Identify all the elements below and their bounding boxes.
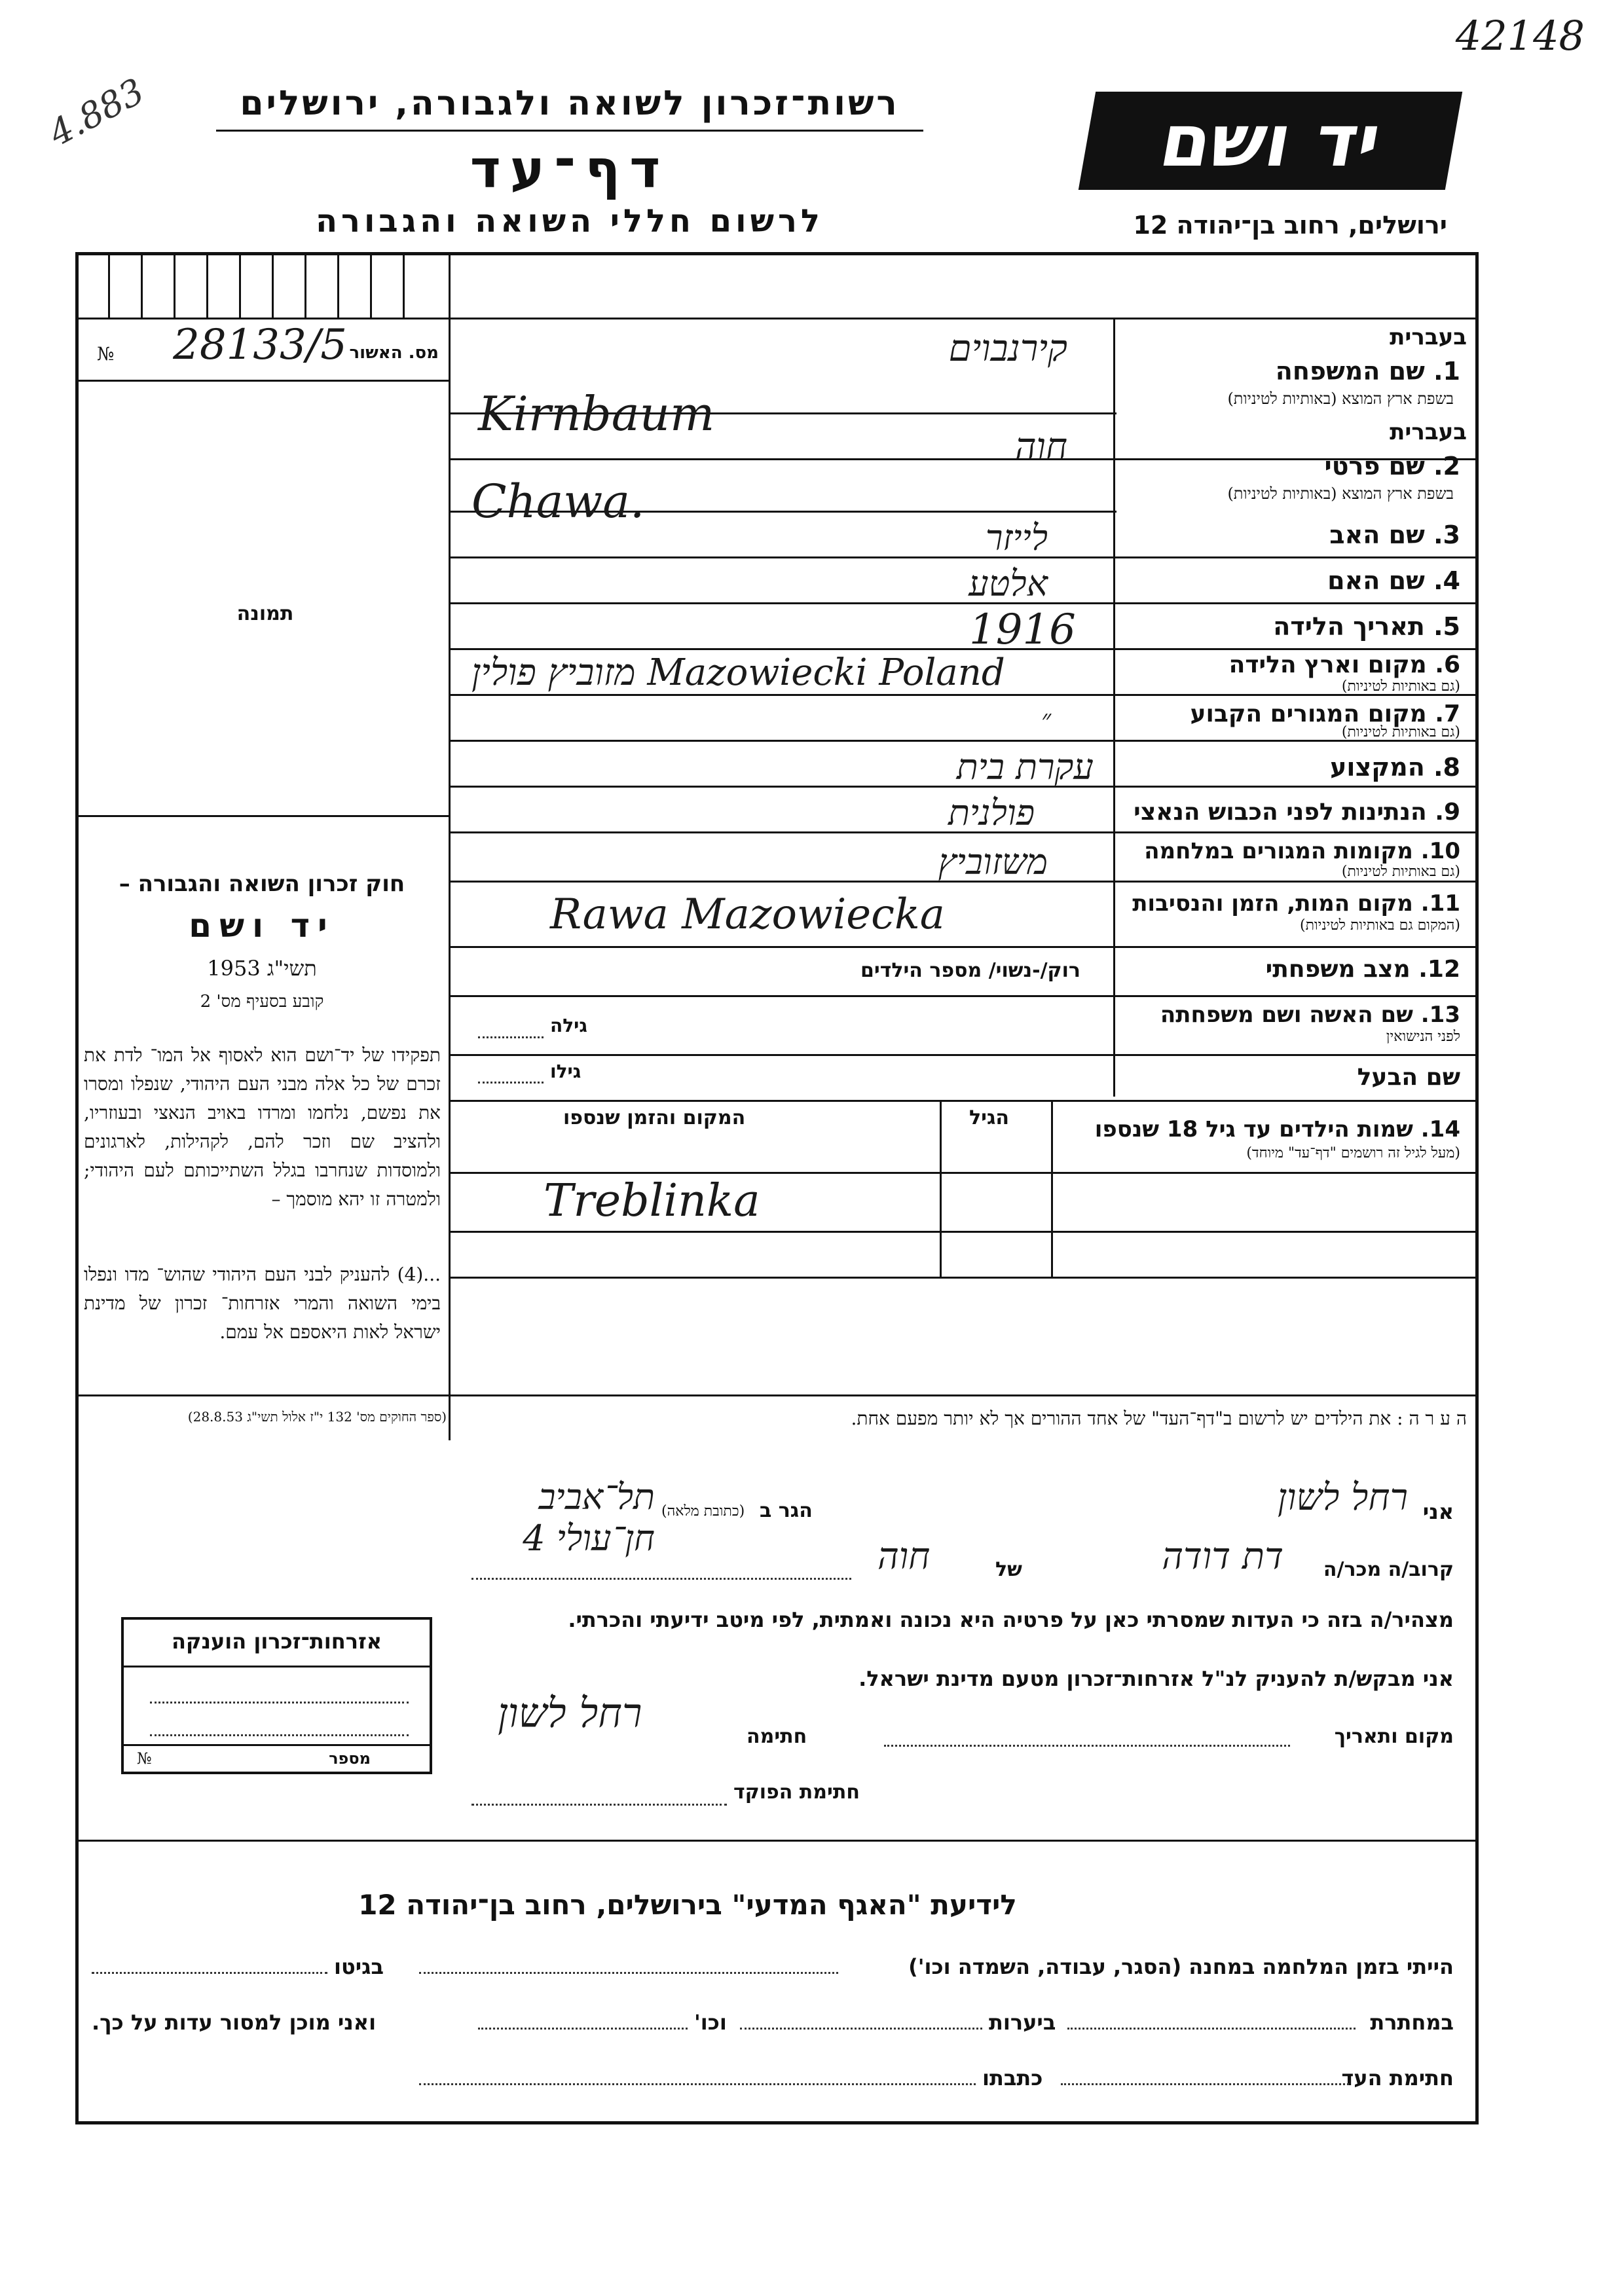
photo-label: תמונה <box>236 602 294 625</box>
field-4-num: 4. <box>1433 566 1460 595</box>
first-name-latin: Chawa. <box>471 475 645 528</box>
law-text-1: תפקידו של יד־ושם הוא לאסוף אל המו־ לדת את זכרם של כל אלה מבני העם היהודי, שנפלו ומסרו את נפשם, נלחמו ומרדו באויב הנאצי ובעוזריו, ולהציב שם וזכר להם, לקהילות, לארגונים ולמוסדות שנחרבו בגלל השתייכותם לעם היהודי; ולמטרה זו יהא מוסמך – <box>84 1044 441 1210</box>
field-1-sub: בשפת ארץ המוצא (באותיות לטיניות) <box>1227 390 1454 408</box>
profession: עקרת בית <box>956 746 1094 788</box>
citizenship-no-label: № <box>137 1749 152 1768</box>
field-4-label-text: שם האם <box>1327 566 1425 595</box>
field-2-label <box>1325 452 1461 481</box>
family-name-hebrew: קירנבוים <box>948 327 1067 370</box>
form-subtitle: לרשום חללי השואה והגבורה <box>316 203 824 240</box>
decl-request: אני מבקש/ת להעניק לנ"ל אזרחות־זכרון מטעם מדינת ישראל. <box>858 1666 1454 1691</box>
husband-label: שם הבעל <box>1357 1064 1460 1091</box>
decl-of-label: של <box>995 1558 1022 1581</box>
decl-resident-sub: (כתובת מלאה) <box>661 1503 745 1520</box>
field-6-label <box>1229 651 1460 678</box>
field-6-label-text: מקום וארץ הלידה <box>1228 651 1427 678</box>
law-text-2: ...(4) להעניק לבני העם היהודי שהוש־ מדו ונפלו בימי השואה והמרי אזרחות־ זכרון של מדינת ישראל לאות היאספם אל עמם. <box>84 1264 441 1343</box>
decl-resident-value: תל־אביב חן־עולי 4 <box>523 1476 655 1559</box>
children-note: ה ע ר ה : את הילדים יש לרשום ב"דף־העד" של אחד ההורים אך לא יותר מפעם אחת. <box>851 1408 1467 1429</box>
field-13-num: 13. <box>1420 1002 1460 1028</box>
field-3-num: 3. <box>1433 520 1460 549</box>
death-place: Rawa Mazowiecka <box>550 890 945 939</box>
law-reference: (ספר החוקים מס' 132 י"ז אלול תשי"ג 28.8.53) <box>187 1409 447 1425</box>
field-1-num: 1. <box>1433 357 1460 386</box>
children-sub: (מעל לגיל זה רושמים "דף־עד" מיוחד) <box>1246 1145 1460 1161</box>
law-year: תשי"ג 1953 <box>207 956 317 981</box>
husband-age-label: גילו <box>550 1061 581 1082</box>
field-1-label <box>1276 357 1460 386</box>
field-4-label <box>1327 566 1460 595</box>
decl-statement: מצהיר/ה בזה כי העדות שמסרתי כאן על פרטיה היא נכונה ואמתית, לפי מיטב ידיעתי והכרתי. <box>568 1607 1454 1632</box>
field-13-sub: לפני הנישואין <box>1386 1029 1460 1045</box>
children-place-entry: Treblinka <box>544 1175 760 1227</box>
field-5-label <box>1273 612 1460 641</box>
residence: ״ <box>1041 704 1052 735</box>
field-9-label-text: הנתינות לפני הכבוש הנאצי <box>1134 799 1427 826</box>
field-11-sub: (המקום גם באותיות לטיניות) <box>1300 917 1460 934</box>
form-title: דף־עד <box>470 139 670 200</box>
field-11-label <box>1132 890 1460 917</box>
children-num: 14. <box>1420 1116 1460 1142</box>
father-name: לייזר <box>985 517 1048 558</box>
decl-i-label: אני <box>1422 1499 1454 1524</box>
field-6-sub: (גם באותיות לטיניות) <box>1341 678 1460 695</box>
citizenship-title: אזרחות־זכרון הוענקה <box>171 1629 382 1654</box>
bottom-line1-b: בגיטו <box>334 1954 384 1979</box>
field-10-sub: (גם באותיות לטיניות) <box>1341 864 1460 880</box>
field-12-label <box>1266 956 1460 983</box>
header-address: ירושלים, רחוב בן־יהודה 12 <box>1133 211 1447 240</box>
field-8-num: 8. <box>1433 753 1460 782</box>
birth-place: מזוביץ פולין Mazowiecki Poland <box>471 651 1005 694</box>
field-6-num: 6. <box>1435 651 1460 678</box>
field-7-label-text: מקום המגורים הקבוע <box>1190 701 1427 727</box>
law-name: יד ושם <box>189 907 335 945</box>
wartime-residence: משזוביץ <box>938 841 1048 883</box>
field-2-num: 2. <box>1433 452 1460 481</box>
approval-label: מס. האשור <box>349 343 439 363</box>
children-age-header: הגיל <box>969 1106 1009 1129</box>
field-11-num: 11. <box>1420 890 1460 917</box>
law-clause: קובע בסעיף מס' 2 <box>200 992 324 1011</box>
field-9-label <box>1134 799 1460 826</box>
field-9-num: 9. <box>1435 799 1460 826</box>
field-10-num: 10. <box>1420 838 1460 864</box>
field-2-heb-tag: בעברית <box>1390 419 1467 445</box>
wife-age-label: גילה <box>550 1015 587 1036</box>
field-8-label-text: המקצוע <box>1330 753 1425 782</box>
decl-relative-label: קרוב/ה מכר/ה <box>1323 1558 1454 1581</box>
bottom-line2-a: במחתרת <box>1370 2010 1454 2035</box>
field-1-heb-tag: בעברית <box>1390 324 1467 350</box>
mother-name: אלטע <box>969 563 1048 604</box>
field-2-sub: בשפת ארץ המוצא (באותיות לטיניות) <box>1227 484 1454 503</box>
logo-text: יד ושם <box>1154 99 1387 183</box>
field-12-num: 12. <box>1418 956 1460 983</box>
authority-line: רשות־זכרון לשואה ולגבורה, ירושלים <box>240 84 900 123</box>
decl-officer-label: חתימת הפוקד <box>733 1781 860 1804</box>
children-label-text: שמות הילדים עד גיל 18 שנספו <box>1094 1116 1413 1142</box>
bottom-line2-b: ביערות <box>989 2010 1056 2035</box>
decl-resident-label: הגר ב <box>760 1499 813 1522</box>
family-name-latin: Kirnbaum <box>478 386 715 441</box>
field-5-label-text: תאריך הלידה <box>1273 612 1425 641</box>
field-12-label-text: מצב משפחתי <box>1265 956 1411 983</box>
citizenship: פולנית <box>948 792 1035 833</box>
field-2-label-text: שם פרטי <box>1324 452 1425 481</box>
bottom-line2-d: ואני מוכן למסור עדות על כך. <box>92 2010 377 2035</box>
decl-i-value: רחל לשון <box>1277 1476 1408 1519</box>
field-7-num: 7. <box>1435 701 1460 727</box>
yad-vashem-logo <box>1079 92 1462 190</box>
marital-status: רוק/-נשוי/ מספר הילדים <box>860 959 1080 982</box>
citizenship-box <box>121 1617 432 1774</box>
field-13-label <box>1160 1002 1460 1028</box>
field-13-label-text: שם האשה ושם משפחתה <box>1160 1002 1413 1028</box>
field-7-sub: (גם באותיות לטיניות) <box>1341 724 1460 740</box>
field-3-label <box>1329 520 1460 549</box>
decl-of-value: חוה <box>877 1535 931 1578</box>
field-8-label <box>1330 753 1460 782</box>
bottom-line1-a: הייתי בזמן המלחמה במחנה (הסגר, עבודה, השמדה וכו') <box>908 1954 1454 1979</box>
field-5-num: 5. <box>1433 612 1460 641</box>
children-place-header: המקום והזמן שנספו <box>563 1106 746 1129</box>
law-title: חוק זכרון השואה והגבורה – <box>119 871 405 897</box>
bottom-line2-c: וכו' <box>694 2010 727 2035</box>
field-1-label-text: שם המשפחה <box>1275 357 1425 386</box>
stamp-number: 4.883 <box>42 70 151 155</box>
field-10-label-text: מקומות המגורים במלחמה <box>1144 838 1413 864</box>
approval-no-label: № <box>97 343 115 365</box>
bottom-title: לידיעת "האגף המדעי" בירושלים, רחוב בן־יהודה 12 <box>358 1889 1017 1921</box>
decl-relative-value: דת דודה <box>1162 1535 1283 1578</box>
decl-signature-value: רחל לשון <box>498 1689 642 1737</box>
field-11-label-text: מקום המות, הזמן והנסיבות <box>1132 890 1413 917</box>
field-3-label-text: שם האב <box>1329 520 1425 549</box>
approval-number <box>85 321 445 380</box>
corner-number: 42148 <box>1455 12 1585 60</box>
decl-place-date-label: מקום ותאריך <box>1334 1725 1454 1748</box>
children-label <box>1095 1116 1460 1142</box>
field-10-label <box>1144 838 1460 864</box>
bottom-line3-a: חתימת העד <box>1341 2066 1454 2090</box>
bottom-line3-b: כתבתו <box>982 2066 1043 2090</box>
first-name-hebrew: חוה <box>1014 426 1067 468</box>
decl-signature-label: חתימה <box>747 1725 807 1748</box>
citizenship-number-label: מספר <box>329 1749 371 1768</box>
birth-date: 1916 <box>969 606 1076 654</box>
approval-value: 28133/5 <box>173 321 347 369</box>
